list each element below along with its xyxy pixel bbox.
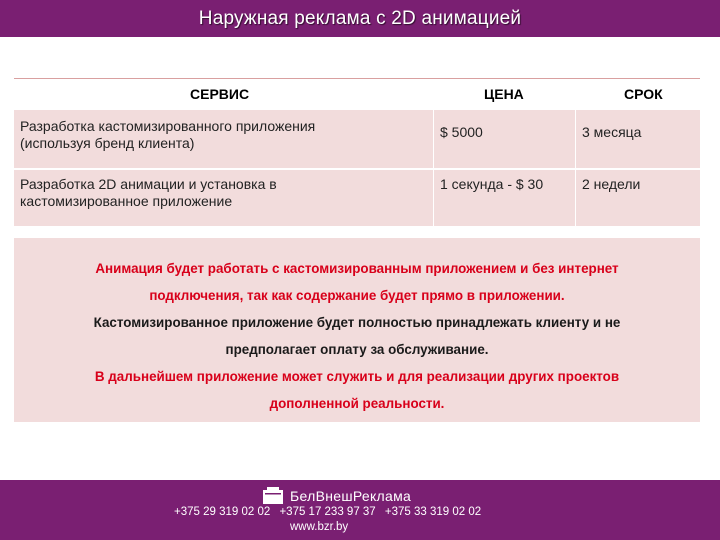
note-line: предполагает оплату за обслуживание. [225,342,489,357]
column-header-service: СЕРВИС [190,86,250,102]
website-link[interactable]: www.bzr.by [290,521,349,533]
page-title: Наружная реклама с 2D анимацией [198,7,522,29]
note-line: В дальнейшем приложение может служить и для реализации других проектов [94,369,620,384]
table-header [14,80,700,110]
footer-bar [0,480,720,540]
service-text-line: Разработка 2D анимации и установка в [20,176,277,192]
service-cell [14,110,434,168]
note-line: подключения, так как содержание будет прямо в приложении. [149,288,565,303]
brand-name: БелВнешРеклама [290,488,412,504]
table-row [14,170,700,228]
note-line: дополненной реальности. [269,396,445,411]
service-text-line: кастомизированное приложение [20,193,233,209]
column-header-price: ЦЕНА [484,86,524,102]
column-header-term: СРОК [624,86,663,102]
phone-number[interactable]: +375 33 319 02 02 [384,506,482,518]
note-line: Анимация будет работать с кастомизированным приложением и без интернет [95,261,619,276]
phone-number[interactable]: +375 29 319 02 02 [174,506,271,518]
term-cell: 3 месяца [582,124,642,140]
brand-logo-icon [262,487,284,505]
table-top-rule [14,78,700,79]
phone-number[interactable]: +375 17 233 97 37 [279,506,376,518]
pricing-table [14,80,700,228]
price-cell: 1 секунда - $ 30 [434,170,576,226]
service-text-line: Разработка кастомизированного приложения [20,118,316,134]
table-row [14,110,700,170]
phone-list [174,506,487,518]
header-bar [0,0,720,37]
notes-panel [14,238,700,422]
service-cell [14,170,434,226]
term-cell: 2 недели [582,176,641,192]
service-text-line: (используя бренд клиента) [20,135,195,151]
note-line: Кастомизированное приложение будет полностью принадлежать клиенту и не [93,315,621,330]
price-cell: $ 5000 [434,110,576,168]
